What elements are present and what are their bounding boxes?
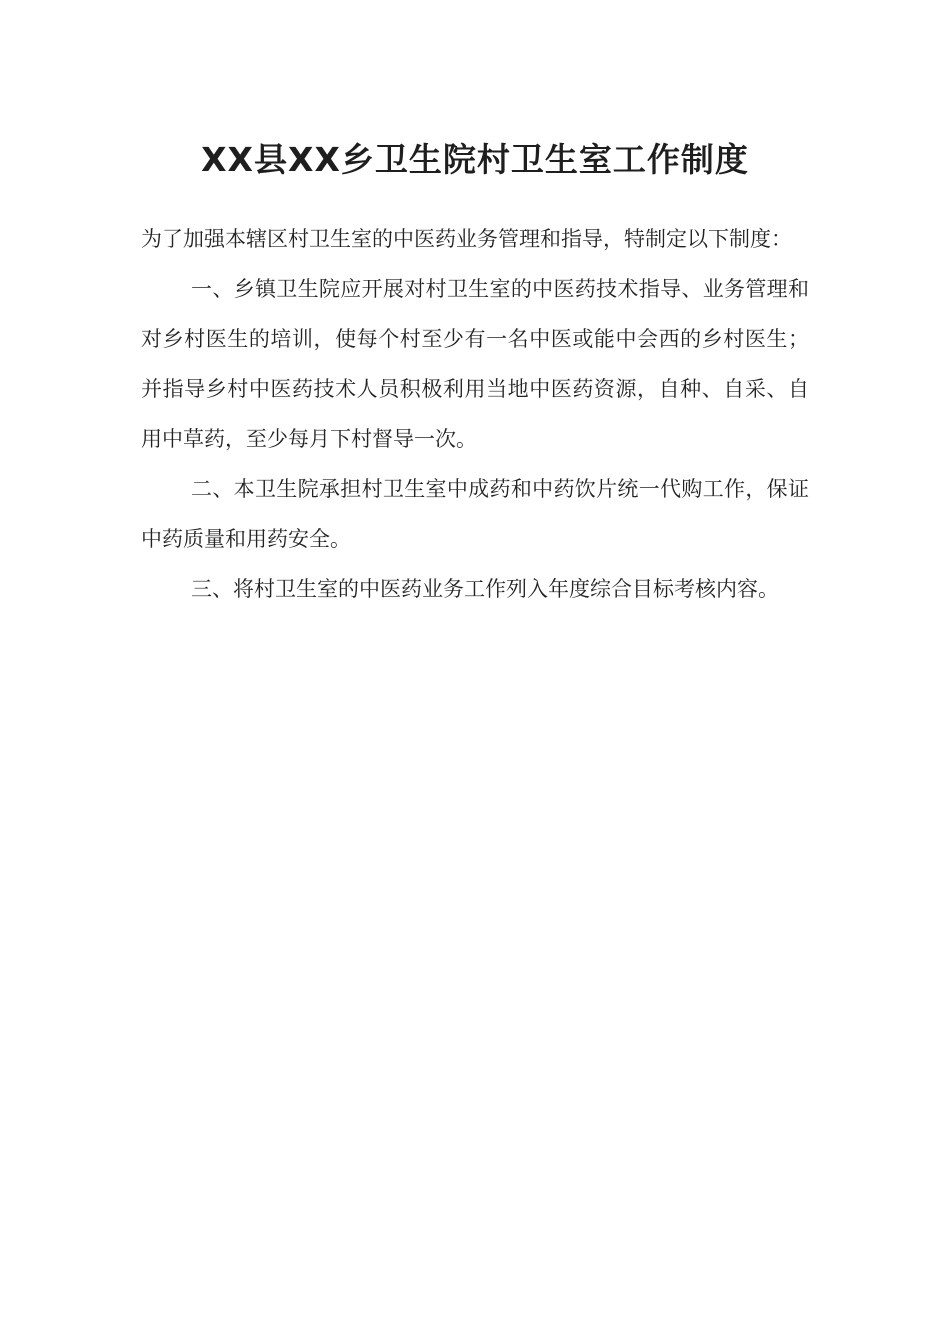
rule-paragraph-1: 一、乡镇卫生院应开展对村卫生室的中医药技术指导、业务管理和对乡村医生的培训，使每个村至少有一名中医或能中会西的乡村医生；并指导乡村中医药技术人员积极利用当地中医药资源，自种、自采、自用中草药，至少每月下村督导一次。 bbox=[141, 277, 809, 451]
document-title: XX县XX乡卫生院村卫生室工作制度 bbox=[201, 140, 749, 179]
rule-paragraph-2: 二、本卫生院承担村卫生室中成药和中药饮片统一代购工作，保证中药质量和用药安全。 bbox=[141, 477, 809, 551]
intro-paragraph: 为了加强本辖区村卫生室的中医药业务管理和指导，特制定以下制度： bbox=[141, 227, 792, 251]
rule-paragraph-3: 三、将村卫生室的中医药业务工作列入年度综合目标考核内容。 bbox=[191, 577, 779, 601]
document-body bbox=[141, 214, 809, 614]
